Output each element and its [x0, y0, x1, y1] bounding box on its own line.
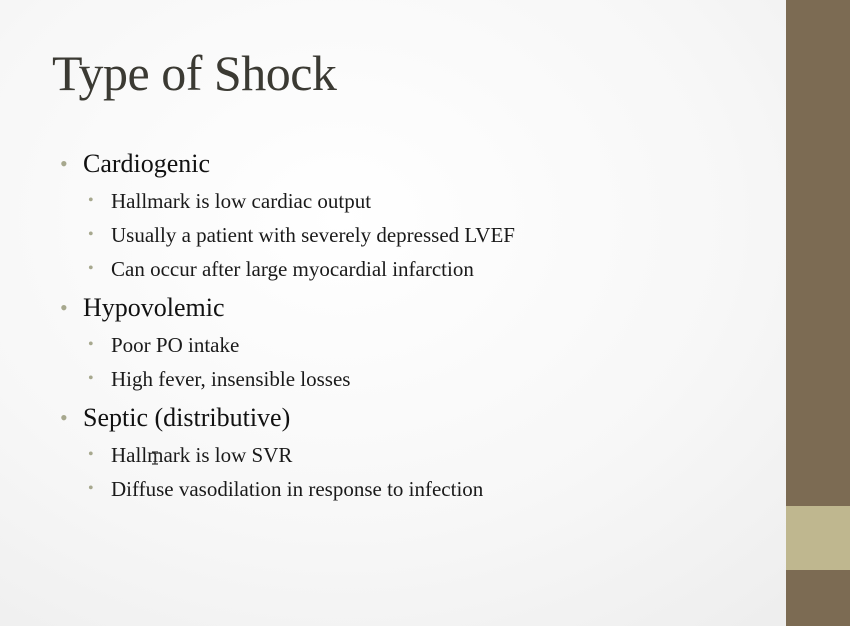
decorative-side-bar: [786, 0, 850, 626]
sub-bullet-dot-icon: •: [88, 192, 94, 209]
sub-bullet-dot-icon: •: [88, 480, 94, 497]
bullet-text: Cardiogenic: [83, 149, 211, 178]
sub-bullet: [88, 252, 760, 286]
sub-bullet: [88, 328, 760, 362]
sub-bullet: [88, 472, 760, 506]
sub-bullet-dot-icon: •: [88, 336, 94, 353]
sub-bullet: [88, 184, 760, 218]
bullet-dot-icon: •: [60, 405, 68, 430]
bullet-dot-icon: •: [60, 151, 68, 176]
bullet-list: [60, 146, 760, 506]
bullet-septic: [60, 400, 760, 436]
sub-bullet-text: Poor PO intake: [111, 333, 240, 357]
sub-bullet-dot-icon: •: [88, 260, 94, 277]
sub-bullet-dot-icon: •: [88, 446, 94, 463]
bullet-dot-icon: •: [60, 295, 68, 320]
decorative-accent-block: [786, 506, 850, 570]
sub-bullet: [88, 362, 760, 396]
sub-bullet-dot-icon: •: [88, 370, 94, 387]
bullet-text: Hypovolemic: [83, 293, 225, 322]
bullet-hypovolemic: [60, 290, 760, 326]
sub-bullet-text: Diffuse vasodilation in response to infection: [111, 477, 484, 501]
sub-bullet-text: Can occur after large myocardial infarction: [111, 257, 474, 281]
text-cursor-icon: [151, 451, 159, 465]
sub-bullet-dot-icon: •: [88, 226, 94, 243]
sub-bullet-text: High fever, insensible losses: [111, 367, 351, 391]
sub-bullet: [88, 438, 760, 472]
sub-bullet-text: Hallmark is low SVR: [111, 443, 293, 467]
sub-bullet-text: Usually a patient with severely depressed LVEF: [111, 223, 515, 247]
bullet-text: Septic (distributive): [83, 403, 291, 432]
bullet-cardiogenic: [60, 146, 760, 182]
sub-bullet-text: Hallmark is low cardiac output: [111, 189, 372, 213]
slide-title: Type of Shock: [52, 45, 337, 101]
sub-bullet: [88, 218, 760, 252]
